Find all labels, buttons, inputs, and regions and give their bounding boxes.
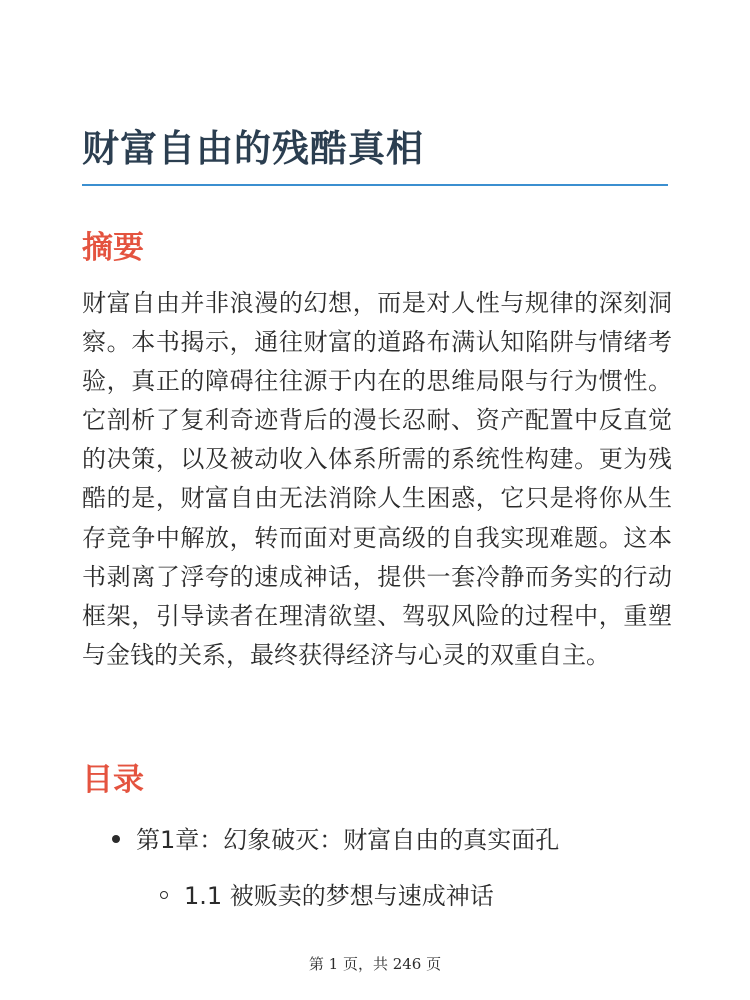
summary-heading: 摘要 [82,230,144,266]
page-number-footer: 第 1 页，共 246 页 [308,955,442,973]
title-divider [82,184,668,186]
toc-chapter-1-label: 第1章：幻象破灭：财富自由的真实面孔 [136,826,560,854]
toc-section-1-1[interactable] [160,876,494,911]
toc-chapter-1[interactable] [112,820,559,855]
summary-paragraph: 财富自由并非浪漫的幻想，而是对人性与规律的深刻洞察。本书揭示，通往财富的道路布满认知陷阱与情绪考验，真正的障碍往往源于内在的思维局限与行为惯性。它剖析了复利奇迹背后的漫长忍耐、资产配置中反直觉的决策，以及被动收入体系所需的系统性构建。更为残酷的是，财富自由无法消除人生困惑，它只是将你从生存竞争中解放，转而面对更高级的自我实现难题。这本书剥离了浮夸的速成神话，提供一套冷静而务实的行动框架，引导读者在理清欲望、驾驭风险的过程中，重塑与金钱的关系，最终获得经济与心灵的双重自主。 [82,289,672,669]
bullet-circle-icon [160,891,168,899]
toc-heading: 目录 [82,762,144,798]
bullet-disc-icon [112,835,120,843]
toc-section-1-1-label: 1.1 被贩卖的梦想与速成神话 [184,882,494,910]
document-title: 财富自由的残酷真相 [82,127,424,170]
